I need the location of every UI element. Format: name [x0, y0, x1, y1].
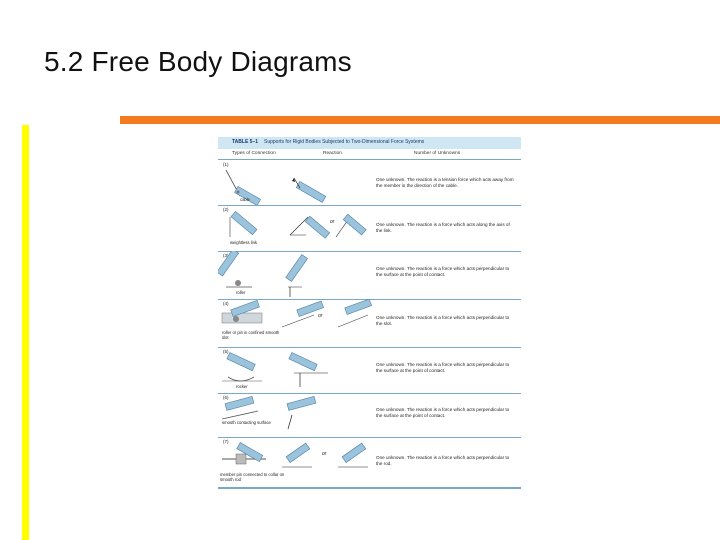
row-number: (2)	[223, 207, 229, 212]
row-caption: rocker	[236, 384, 248, 389]
slide-title: 5.2 Free Body Diagrams	[44, 46, 352, 77]
row-caption: member pin connected to collar on smooth rod	[220, 472, 285, 482]
row-description: One unknown. The reaction is a force which acts perpendicular to the surface at the point of contact.	[376, 407, 510, 418]
or-label: or	[318, 313, 323, 319]
table-row	[218, 251, 521, 300]
table-bottom-rule	[218, 487, 521, 489]
table-caption: Supports for Rigid Bodies Subjected to Two-Dimensional Force Systems	[264, 139, 425, 145]
column-header-reaction: Reaction	[323, 151, 342, 156]
row-caption: roller or pin in confined smooth slot	[222, 330, 280, 340]
column-headers	[218, 150, 521, 160]
row-number: (1)	[223, 162, 229, 167]
table-row	[218, 347, 521, 394]
row-description: One unknown. The reaction is a tension force which acts away from the member in the direction of the cable.	[376, 177, 514, 188]
column-header-connection: Types of Connection	[232, 151, 276, 156]
or-label: or	[330, 219, 335, 225]
row-caption: roller	[236, 290, 246, 295]
row-number: (3)	[223, 253, 229, 258]
row-number: (6)	[223, 395, 229, 400]
row-caption: cable	[240, 197, 251, 202]
table-row	[218, 437, 521, 487]
row-description: One unknown. The reaction is a force which acts perpendicular to the rod.	[376, 455, 510, 466]
row-caption: smooth contacting surface	[222, 420, 271, 425]
table-row	[218, 160, 521, 206]
table-label: TABLE 5–1	[232, 139, 259, 145]
title-underline-rule	[120, 116, 720, 124]
table-row	[218, 205, 521, 252]
or-label: or	[322, 451, 327, 457]
supports-table-figure	[218, 137, 521, 489]
row-number: (4)	[223, 301, 229, 306]
row-description: One unknown. The reaction is a force which acts perpendicular to the slot.	[376, 315, 510, 326]
row-number: (7)	[223, 439, 229, 444]
row-description: One unknown. The reaction is a force which acts along the axis of the link.	[376, 222, 510, 233]
column-header-unknowns: Number of Unknowns	[414, 151, 461, 156]
row-number: (5)	[223, 349, 229, 354]
table-row	[218, 393, 521, 438]
row-description: One unknown. The reaction is a force which acts perpendicular to the surface at the point of contact.	[376, 266, 510, 277]
left-accent-bar	[22, 125, 29, 540]
row-caption: weightless link	[230, 240, 257, 245]
table-header	[218, 137, 521, 149]
row-description: One unknown. The reaction is a force which acts perpendicular to the surface at the point of contact.	[376, 362, 510, 373]
table-row	[218, 299, 521, 348]
